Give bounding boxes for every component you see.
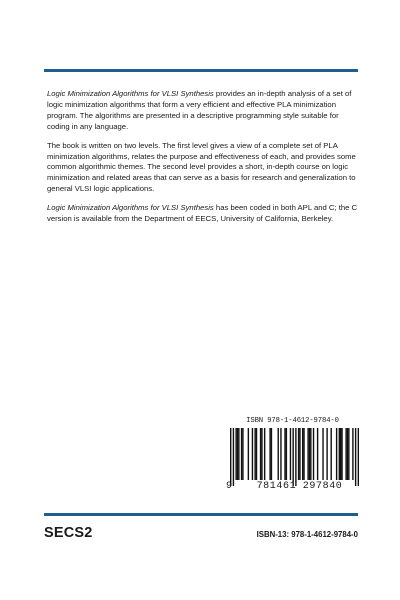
barcode-bar xyxy=(298,428,299,480)
blurb-paragraph-1-text: provides an in-depth analysis of a set of logic minimization algorithms that form a very efficient and effective PLA minimization program. The algorithms are presented in a descriptive programming style suitable for coding in any language. xyxy=(47,89,352,131)
barcode-bar xyxy=(254,428,255,480)
barcode-bar xyxy=(237,428,238,480)
barcode-bar xyxy=(233,428,234,486)
barcode-bar xyxy=(322,428,323,480)
barcode-bar xyxy=(290,428,291,480)
barcode-bar xyxy=(230,428,231,486)
book-title-italic: Logic Minimization Algorithms for VLSI Synthesis xyxy=(47,203,214,213)
barcode-bar xyxy=(339,428,340,480)
back-cover-blurb xyxy=(47,89,359,233)
barcode-bar xyxy=(295,428,296,486)
barcode-bar xyxy=(252,428,253,480)
blurb-paragraph-3-text: has been coded in both APL and C; the C version is available from the Department of EECS, University of California, Berkeley. xyxy=(47,203,358,224)
barcode-bar xyxy=(340,428,341,480)
barcode-bar xyxy=(278,428,279,480)
book-title-italic: Logic Minimization Algorithms for VLSI Synthesis xyxy=(47,89,214,98)
barcode-bar xyxy=(241,428,242,480)
barcode-bar xyxy=(264,428,265,480)
barcode-bar xyxy=(317,428,318,480)
barcode-bar xyxy=(358,428,359,486)
isbn-13-footer: ISBN-13: 978-1-4612-9784-0 xyxy=(256,530,358,539)
blurb-paragraph-3 xyxy=(47,203,359,225)
barcode-bar xyxy=(345,428,346,480)
blurb-paragraph-2: The book is written on two levels. The first level gives a view of a complete set of PLA minimization algorithms, relates the purpose and effectiveness of each, and provides some common algorithmic themes. The second level provides a short, in-depth course on logic minimization and related areas that can serve as a basis for research and generalization to general VLSI logic applications. xyxy=(47,140,356,194)
barcode-bar xyxy=(299,428,300,480)
barcode-bar xyxy=(336,428,337,480)
barcode-bar xyxy=(310,428,311,480)
barcode-bar xyxy=(302,428,303,480)
barcode-digit-groups: 781461 297840 xyxy=(256,481,343,492)
barcode-bar xyxy=(348,428,349,480)
barcode-bar xyxy=(307,428,308,480)
barcode-bar xyxy=(260,428,261,480)
barcode-bar xyxy=(341,428,342,480)
series-code: SECS2 xyxy=(44,525,93,541)
barcode-bar xyxy=(284,428,285,480)
barcode-bar xyxy=(238,428,239,480)
isbn-barcode xyxy=(226,417,359,498)
barcode-bar xyxy=(313,428,314,480)
barcode-bar xyxy=(248,428,249,480)
barcode-bar xyxy=(280,428,281,480)
barcode-bar xyxy=(269,428,270,480)
barcode-bar xyxy=(242,428,243,480)
barcode-first-digit: 9 xyxy=(226,481,233,492)
barcode-bar xyxy=(326,428,327,480)
barcode-bar xyxy=(286,428,287,480)
barcode-bar xyxy=(347,428,348,480)
top-divider xyxy=(44,69,358,72)
blurb-paragraph-1 xyxy=(47,89,359,133)
bottom-divider xyxy=(44,513,358,516)
barcode-bar xyxy=(256,428,257,480)
barcode-bars xyxy=(230,428,359,488)
barcode-isbn-label: ISBN 978-1-4612-9784-0 xyxy=(246,417,339,425)
barcode-bar xyxy=(303,428,304,480)
barcode-bar xyxy=(352,428,353,480)
barcode-bar xyxy=(309,428,310,480)
barcode-bar xyxy=(235,428,236,480)
barcode-bar xyxy=(292,428,293,486)
barcode-bar xyxy=(261,428,262,480)
barcode-bar xyxy=(330,428,331,480)
barcode-bar xyxy=(355,428,356,486)
barcode-bar xyxy=(271,428,272,480)
